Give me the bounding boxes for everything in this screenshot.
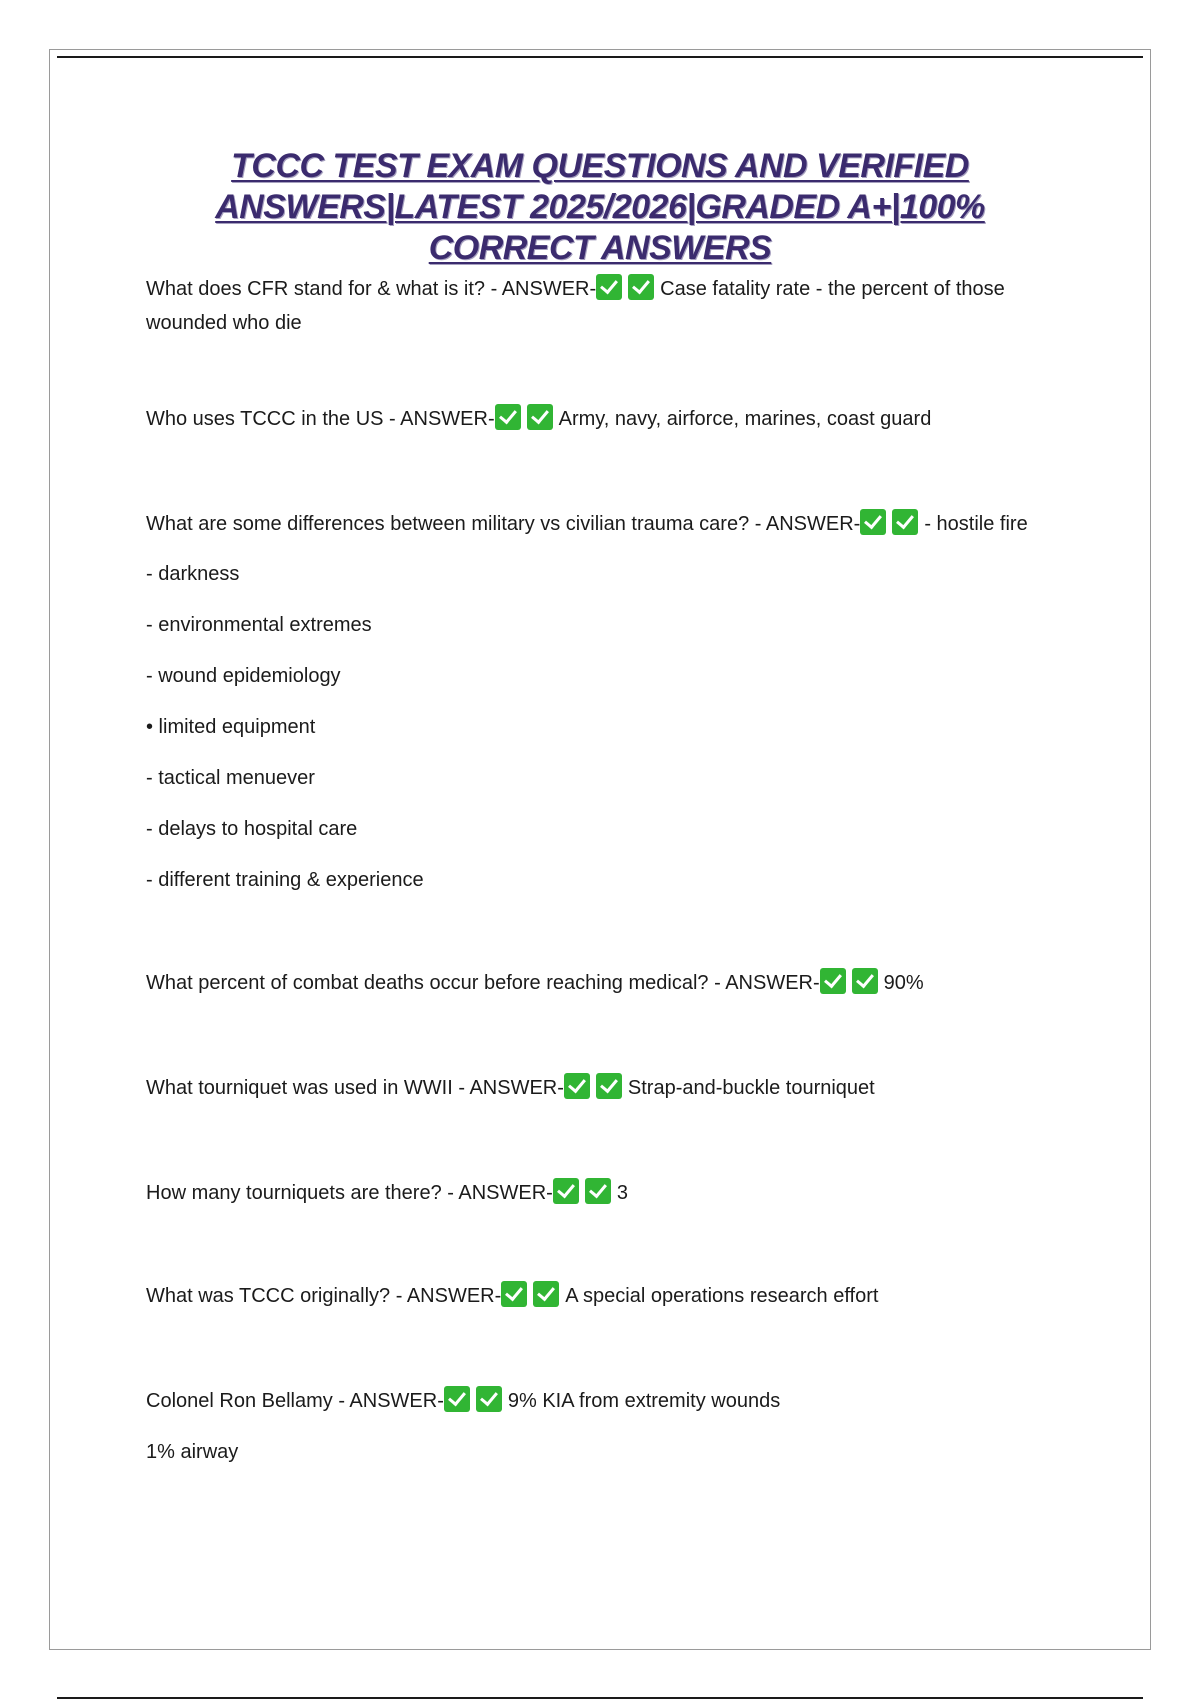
check-mark-icon	[820, 968, 846, 994]
answer-text: A special operations research effort	[565, 1285, 879, 1307]
check-mark-icon	[553, 1178, 579, 1204]
question-text: What are some differences between military vs civilian trauma care? - ANSWER-	[146, 513, 861, 535]
check-mark-icon	[527, 404, 553, 430]
check-mark-icon	[596, 274, 622, 300]
qa-item	[146, 507, 1046, 897]
answer-line: 1% airway	[146, 1441, 239, 1463]
check-mark-icon	[892, 509, 918, 535]
answer-text: Case fatality rate - the percent of those wounded who die	[146, 278, 1005, 334]
qa-item	[146, 1384, 1046, 1469]
answer-line: - tactical menuever	[146, 767, 315, 789]
check-mark-icon	[501, 1281, 527, 1307]
answer-line: • limited equipment	[146, 716, 316, 738]
qa-item	[146, 272, 1046, 340]
answer-text: 90%	[883, 972, 924, 994]
check-mark-icon	[476, 1386, 502, 1412]
answer-line: - delays to hospital care	[146, 818, 358, 840]
question-text: Who uses TCCC in the US - ANSWER-	[146, 408, 495, 430]
answer-line: - different training & experience	[146, 869, 424, 891]
check-mark-icon	[444, 1386, 470, 1412]
answer-line: - environmental extremes	[146, 614, 372, 636]
question-text: How many tourniquets are there? - ANSWER-	[146, 1182, 553, 1204]
answer-text: 9% KIA from extremity wounds	[507, 1390, 781, 1412]
question-text: What does CFR stand for & what is it? - ANSWER-	[146, 278, 597, 300]
qa-item	[146, 1176, 1046, 1210]
qa-item	[146, 1279, 1046, 1313]
document-title: TCCC TEST EXAM QUESTIONS AND VERIFIED ANSWERS|LATEST 2025/2026|GRADED A+|100% CORRECT ANSWERS	[215, 147, 985, 267]
qa-item	[146, 1071, 1046, 1105]
answer-line: - wound epidemiology	[146, 665, 341, 687]
bottom-rule	[57, 1697, 1143, 1699]
check-mark-icon	[596, 1073, 622, 1099]
answer-text: 3	[616, 1182, 628, 1204]
qa-item	[146, 402, 1046, 436]
answer-text: - hostile fire	[924, 513, 1028, 535]
check-mark-icon	[533, 1281, 559, 1307]
qa-item	[146, 966, 1046, 1000]
question-text: What tourniquet was used in WWII - ANSWER-	[146, 1077, 564, 1099]
top-rule	[57, 56, 1143, 58]
answer-line: - darkness	[146, 563, 240, 585]
check-mark-icon	[564, 1073, 590, 1099]
check-mark-icon	[860, 509, 886, 535]
answer-text: Strap-and-buckle tourniquet	[627, 1077, 875, 1099]
question-text: Colonel Ron Bellamy - ANSWER-	[146, 1390, 444, 1412]
check-mark-icon	[585, 1178, 611, 1204]
answer-text: Army, navy, airforce, marines, coast guard	[558, 408, 932, 430]
check-mark-icon	[495, 404, 521, 430]
check-mark-icon	[628, 274, 654, 300]
qa-list	[146, 272, 1046, 1469]
question-text: What percent of combat deaths occur before reaching medical? - ANSWER-	[146, 972, 820, 994]
question-text: What was TCCC originally? - ANSWER-	[146, 1285, 502, 1307]
check-mark-icon	[852, 968, 878, 994]
